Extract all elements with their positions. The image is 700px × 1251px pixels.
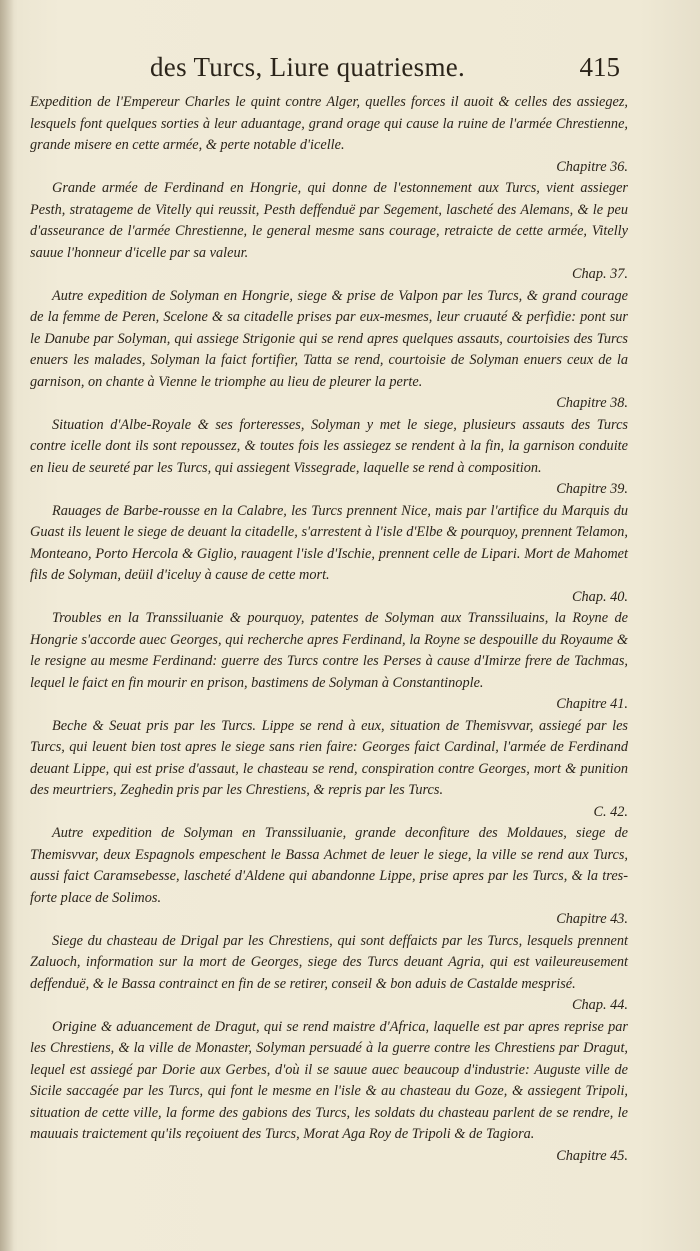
chapter-reference: Chap. 37. (571, 266, 628, 282)
page-number: 415 (579, 52, 620, 82)
chapter-reference: Chapitre 36. (556, 158, 628, 175)
summary-text: Expedition de l'Empereur Charles le quint contre Alger, quelles forces il auoit & celles des assiegez, lesquels font quelques sorties à leur aduantage, grand orage qui cause la ruine de l'armée Chrestienne, grande misere en cette armée, & perte notable d'icelle. (30, 94, 628, 153)
chapter-summary-38 (30, 286, 628, 415)
summary-text: Origine & aduancement de Dragut, qui se rend maistre d'Africa, laquelle est par apres reprise par les Chrestiens, & la ville de Monaster, Solyman persuadé à la guerre contre les Chrestiens par Dragut, lequel est assiegé par Dorie aux Gerbes, d'où il se sauue auec beaucoup d'industrie: Auguste ville de Sicile saccagée par les Turcs, qui font le mesme en l'isle & au chasteau du Goze, & assiegent Tripoli, situation de cette ville, la forme des gabions des Turcs, les soldats du chasteau parlent de se rendre, le mauuais traictement qu'ils reçoiuent des Turcs, Morat Aga Roy de Tripoli & de Tagiora. (30, 1018, 628, 1142)
summary-text: Rauages de Barbe-rousse en la Calabre, les Turcs prennent Nice, mais par l'artifice du Marquis du Guast ils leuent le siege de deuant la citadelle, s'arrestent à l'isle d'Elbe & pourquoy, prennent Telamon, Monteano, Porto Hercola & Giglio, rauagent l'isle d'Ischie, prennent celle de Lipari. Mort de Mahomet fils de Solyman, deüil d'iceluy à cause de cette mort. (30, 502, 628, 583)
chapter-summary-37 (30, 178, 628, 286)
chapter-reference: Chap. 40. (571, 588, 628, 605)
chapter-reference: Chapitre 45. (556, 1147, 628, 1164)
binding-gutter-shadow (0, 0, 14, 1251)
chapter-summary-40 (30, 501, 628, 609)
chapter-reference: Chapitre 38. (556, 395, 628, 411)
summary-text: Siege du chasteau de Drigal par les Chrestiens, qui sont deffaicts par les Turcs, lesquels prennent Zaluoch, information sur la mort de Georges, siege des Turcs deuant Agria, qui est vaileureusement deffenduë, & le Bassa contrainct en fin de se retirer, conseil & bon aduis de Castalde mesprisé. (30, 932, 628, 992)
chapter-reference: Chapitre 39. (556, 481, 628, 497)
chapter-summary-44 (30, 931, 628, 1017)
summary-text: Troubles en la Transsiluanie & pourquoy, patentes de Solyman aux Transsiluains, la Royne de Hongrie s'accorde auec Georges, qui recherche apres Ferdinand, la Royne se despouille du Royaume & le resigne au mesme Ferdinand: guerre des Turcs contre les Perses à cause d'Imirze frere de Tachmas, lequel le faict en fin mourir en prison, bastimens de Solyman à Constantinople. (30, 610, 628, 691)
chapter-reference: C. 42. (593, 803, 628, 820)
chapter-reference: Chap. 44. (571, 997, 628, 1013)
summary-text: Grande armée de Ferdinand en Hongrie, qui donne de l'estonnement aux Turcs, vient assieger Pesth, stratageme de Vitelly qui reussit, Pesth deffenduë par Segement, lascheté des Alemans, & le peu d'asseurance de l'armée Chrestienne, le general mesme sans courage, retraicte de cette armée, Vitelly sauue l'honneur d'icelle par sa valeur. (30, 180, 628, 261)
running-title: des Turcs, Liure quatriesme. (150, 52, 466, 82)
page-header (150, 52, 620, 92)
summary-text: Beche & Seuat pris par les Turcs. Lippe se rend à eux, situation de Themisvvar, assiegé par les Turcs, qui leuent bien tost apres le siege sans rien faire: Georges faict Cardinal, l'armée de Ferdinand deuant Lippe, qui est prise d'assaut, le chasteau se rend, conspiration contre Georges, mort & punition des meurtriers, Zeghedin pris par les Chrestiens, & repris par les Turcs. (30, 717, 628, 798)
chapter-reference: Chapitre 43. (556, 911, 628, 927)
chapter-summary-41 (30, 608, 628, 716)
chapter-summary-45 (30, 1017, 628, 1168)
chapter-summary-42 (30, 716, 628, 824)
summary-text: Situation d'Albe-Royale & ses forteresses, Solyman y met le siege, plusieurs assauts des Turcs contre icelle dont ils sont repoussez, & toutes fois les assiegez se rendent à la fin, la garnison conduite en lieu de seureté par les Turcs, qui assiegent Vissegrade, laquelle se rend à composition. (30, 416, 628, 476)
summary-text: Autre expedition de Solyman en Hongrie, siege & prise de Valpon par les Turcs, & grand courage de la femme de Peren, Scelone & sa citadelle prises par eux-mesmes, leur cruauté & perfidie: pont sur le Danube par Solyman, qui assiege Strigonie qui se rend apres quelques assauts, courtoisies des Turcs enuers les malades, Solyman la faict fortifier, Tatta se rend, courtoisie de Solyman enuers ceux de la garnison, on chante à Vienne le triomphe au lieu de pleurer la perte. (30, 287, 628, 390)
chapter-reference: Chapitre 41. (556, 696, 628, 712)
summary-text: Autre expedition de Solyman en Transsiluanie, grande deconfiture des Moldaues, siege de Themisvvar, deux Espagnols empeschent le Bassa Achmet de leuer le siege, la ville se rend aux Turcs, aussi faict Caramsebesse, lascheté d'Aldene qui abandonne Lippe, prise apres par les Turcs, & la tres-forte place de Solimos. (30, 825, 628, 906)
chapter-summary-39 (30, 415, 628, 501)
chapter-summary-36 (30, 92, 628, 178)
chapter-summary-43 (30, 823, 628, 931)
chapter-summaries (30, 92, 628, 1167)
